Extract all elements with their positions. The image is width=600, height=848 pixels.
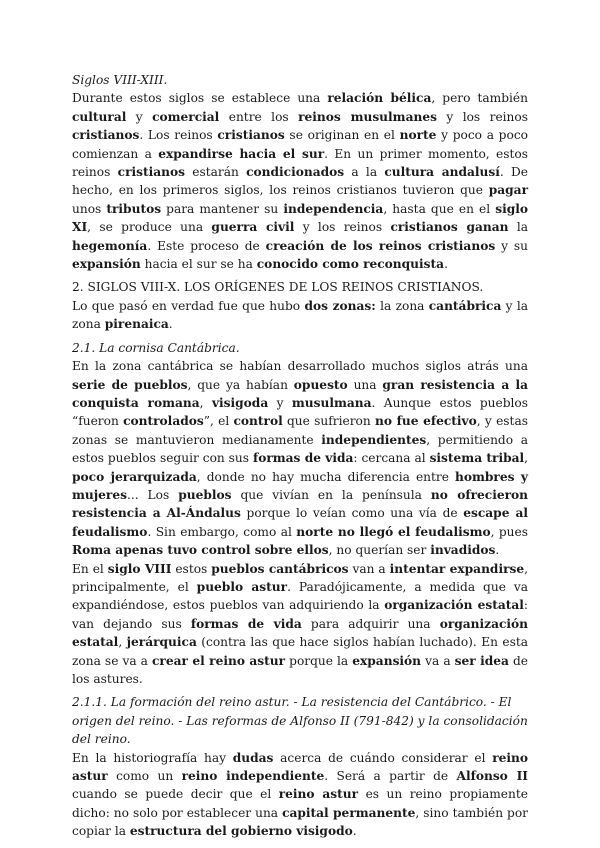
text-run: a la xyxy=(344,165,385,180)
bold-text: organización estatal xyxy=(384,598,524,613)
text-run: se originan en el xyxy=(284,128,400,143)
text-run: : cercana al xyxy=(353,451,430,466)
text-run: hacia el sur se ha xyxy=(140,257,257,272)
bold-text: Alfonso II xyxy=(456,769,528,784)
bold-text: independencia xyxy=(283,201,384,216)
bold-text: formas de vida xyxy=(190,616,302,631)
paragraph xyxy=(72,89,528,273)
text-run: de los astures. xyxy=(72,653,529,686)
bold-text: pueblo astur xyxy=(196,579,288,594)
paragraph xyxy=(72,560,528,689)
text-run: . xyxy=(495,543,500,558)
bold-text: gran resistencia a la conquista romana xyxy=(72,377,528,410)
text-run: y xyxy=(268,395,292,410)
text-run: estarán xyxy=(185,165,247,180)
text-run: para adquirir una xyxy=(301,616,440,631)
text-run: . Aunque estos pueblos “fueron xyxy=(72,395,529,429)
text-run: Lo que pasó en verdad fue que hubo xyxy=(72,298,305,313)
bold-text: cultural xyxy=(72,109,127,124)
bold-text: comercial xyxy=(152,109,220,124)
text-run: y su xyxy=(495,238,528,253)
text-run: va a xyxy=(421,653,455,668)
text-run: y los reinos xyxy=(294,220,391,235)
bold-text: invadidos xyxy=(430,543,496,558)
text-run: , y estas zonas se mantuvieron medianamente xyxy=(72,414,528,447)
text-run: (contra las que hace siglos habían luchado). En esta zona se va a xyxy=(72,635,529,668)
text-run: , principalmente, el xyxy=(72,561,528,594)
text-run: la xyxy=(508,220,529,235)
text-run: , pero también xyxy=(431,91,528,106)
text-run: , que ya habían xyxy=(187,377,294,392)
bold-text: organización estatal xyxy=(72,616,529,650)
bold-text: norte xyxy=(399,128,437,143)
text-run: , xyxy=(199,395,212,410)
bold-text: siglo VIII xyxy=(107,561,172,576)
text-run: una xyxy=(347,377,383,392)
bold-text: ser idea xyxy=(454,653,509,668)
text-run: . Los reinos xyxy=(139,128,218,143)
text-run: . Paradójicamente, a medida que va expandiéndose, estos pueblos van adquiriendo la xyxy=(72,579,528,613)
bold-text: cultura andalusí xyxy=(384,165,500,180)
text-run: . xyxy=(168,317,173,332)
bold-text: conocido como reconquista xyxy=(256,257,445,272)
bold-text: control xyxy=(233,414,283,429)
text-run: : van dejando sus xyxy=(72,598,529,631)
bold-text: independientes xyxy=(321,432,427,447)
text-run: y xyxy=(126,109,153,124)
text-run: , permitiendo a estos pueblos seguir con sus xyxy=(72,432,528,466)
text-run: En la zona cantábrica se habían desarrollado muchos siglos atrás una xyxy=(72,359,528,374)
text-run: , donde no hay mucha diferencia entre xyxy=(196,469,456,484)
text-run: porque lo veían como una vía de xyxy=(240,506,464,521)
bold-text: cristianos ganan xyxy=(390,220,509,235)
bold-text: expansión xyxy=(72,257,141,272)
bold-text: dudas xyxy=(232,750,274,765)
bold-text: hegemonía xyxy=(72,238,148,253)
bold-text: cristianos xyxy=(217,128,285,143)
bold-text: relación bélica xyxy=(327,91,432,106)
text-run: como un xyxy=(107,769,182,784)
text-run: y la zona xyxy=(72,298,528,332)
bold-text: escape al feudalismo xyxy=(72,506,528,539)
text-run: . Será a partir de xyxy=(324,769,457,784)
text-run: , no querían ser xyxy=(328,543,431,558)
text-run: En la historiografía hay xyxy=(72,750,233,765)
text-run: . xyxy=(352,824,357,839)
text-run: . En un primer momento, estos reinos xyxy=(72,146,529,180)
bold-text: no fue efectivo xyxy=(374,414,477,429)
bold-text: no ofrecieron resistencia a Al-Ándalus xyxy=(72,487,528,521)
text-run: , pues xyxy=(490,524,528,539)
bold-text: serie de pueblos xyxy=(72,377,188,392)
bold-text: controlados xyxy=(123,414,204,429)
text-run: estos xyxy=(171,561,212,576)
section-heading: 2. SIGLOS VIII-X. LOS ORÍGENES DE LOS REINOS CRISTIANOS. xyxy=(72,280,484,295)
bold-text: reino astur xyxy=(278,787,359,802)
bold-text: expandirse hacia el sur xyxy=(158,146,325,161)
bold-text: dos zonas: xyxy=(304,298,376,313)
text-run: cuando se puede decir que el xyxy=(72,787,279,802)
section-heading: 2.1.1. La formación del reino astur. - La resistencia del Cantábrico. - El origen del reino. - Las reformas de Alfonso II (791-842) y la consolidación del reino. xyxy=(72,695,528,747)
bold-text: cristianos xyxy=(72,128,140,143)
text-run: unos xyxy=(72,201,107,216)
bold-text: formas de vida xyxy=(252,451,354,466)
bold-text: tributos xyxy=(106,201,162,216)
paragraph xyxy=(72,297,528,334)
text-run: En el xyxy=(72,561,108,576)
bold-text: pueblos cantábricos xyxy=(211,561,349,576)
text-run: porque la xyxy=(285,653,353,668)
bold-text: pirenaica xyxy=(104,317,169,332)
bold-text: Roma apenas tuvo control sobre ellos xyxy=(72,543,329,558)
bold-text: poco jerarquizada xyxy=(72,469,197,484)
text-run: , xyxy=(524,451,528,466)
bold-text: cantábrica xyxy=(428,298,502,313)
text-run: . De hecho, en los primeros siglos, los reinos cristianos tuvieron que xyxy=(72,165,528,198)
bold-text: jerárquica xyxy=(126,635,197,650)
text-run: , sino también por copiar la xyxy=(72,805,528,839)
bold-text: creación de los reinos cristianos xyxy=(265,238,496,253)
section-heading: Siglos VIII-XIII. xyxy=(72,73,168,87)
bold-text: crear el reino astur xyxy=(152,653,286,668)
text-run: para mantener su xyxy=(161,201,284,216)
text-run: . Este proceso de xyxy=(147,238,266,253)
bold-text: norte no llegó el feudalismo xyxy=(296,524,491,539)
bold-text: reino independiente xyxy=(181,769,325,784)
paragraph xyxy=(72,749,528,841)
text-run: que sufrieron xyxy=(282,414,375,429)
text-run: van a xyxy=(348,561,390,576)
bold-text: guerra civil xyxy=(211,220,295,235)
text-run: entre los xyxy=(219,109,299,124)
bold-text: hombres y mujeres xyxy=(72,469,528,502)
bold-text: visigoda xyxy=(211,395,269,410)
bold-text: reinos musulmanes xyxy=(298,109,437,124)
bold-text: intentar expandirse xyxy=(389,561,525,576)
text-run: , se produce una xyxy=(87,220,212,235)
bold-text: reino astur xyxy=(72,750,528,784)
text-run: , xyxy=(118,635,127,650)
bold-text: opuesto xyxy=(293,377,348,392)
bold-text: sistema tribal xyxy=(429,451,525,466)
bold-text: siglo XI xyxy=(72,201,528,235)
text-run: que vivían en la península xyxy=(231,487,431,502)
text-run: acerca de cuándo considerar el xyxy=(273,750,493,765)
bold-text: expansión xyxy=(352,653,422,668)
bold-text: capital permanente xyxy=(282,805,416,820)
section-heading: 2.1. La cornisa Cantábrica. xyxy=(72,340,240,355)
text-run: es un reino propiamente dicho: no solo por establecer una xyxy=(72,787,528,820)
bold-text: pueblos xyxy=(178,487,232,502)
text-run: . Sin embargo, como al xyxy=(147,524,297,539)
bold-text: cristianos xyxy=(117,165,185,180)
paragraph xyxy=(72,357,528,559)
bold-text: estructura del gobierno visigodo xyxy=(129,824,353,839)
text-run: y los reinos xyxy=(436,109,528,124)
text-run: ”, el xyxy=(203,414,234,429)
bold-text: condicionados xyxy=(246,165,345,180)
text-run: ... Los xyxy=(126,487,179,502)
text-run: . xyxy=(444,257,448,272)
text-run: , hasta que en el xyxy=(383,201,496,216)
text-run: y poco a poco comienzan a xyxy=(72,128,528,161)
bold-text: musulmana xyxy=(291,395,372,410)
bold-text: pagar xyxy=(488,183,528,198)
text-run: Durante estos siglos se establece una xyxy=(72,91,328,106)
text-run: la zona xyxy=(375,298,429,313)
